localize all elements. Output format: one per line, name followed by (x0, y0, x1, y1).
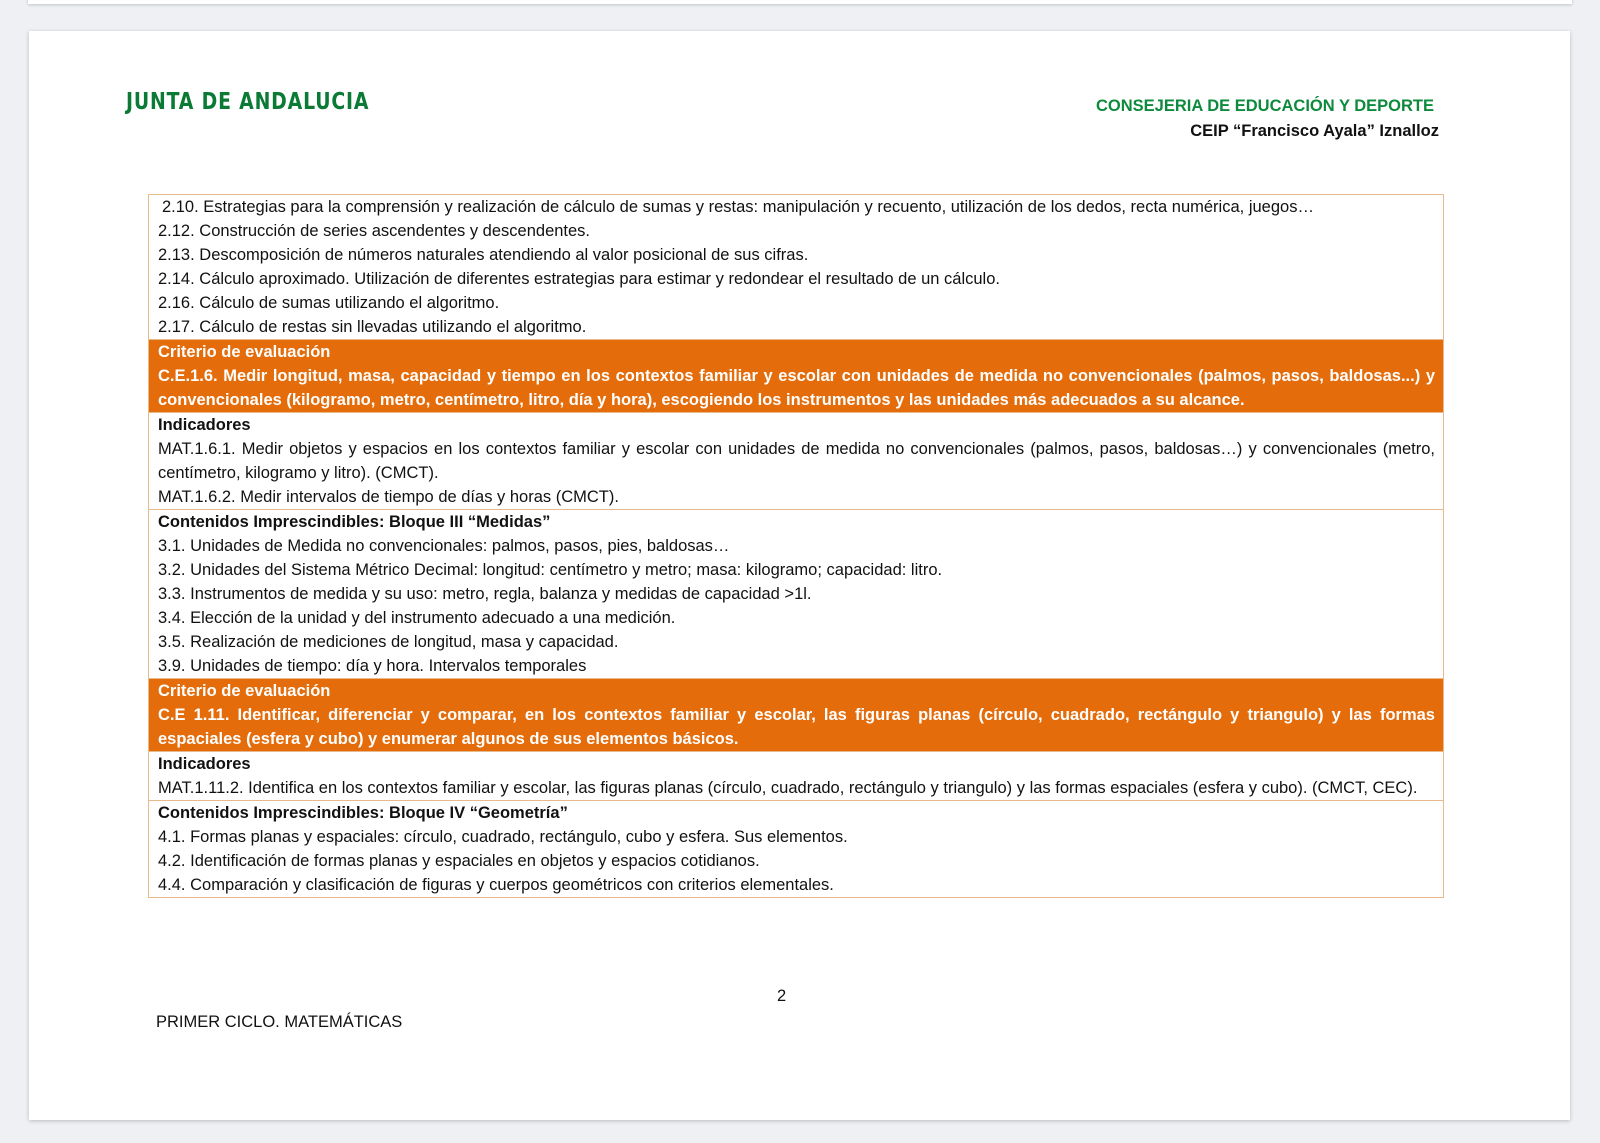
indicadores-label: Indicadores (158, 416, 251, 434)
footer-label: PRIMER CICLO. MATEMÁTICAS (156, 1013, 403, 1031)
contenido-item: 4.1. Formas planas y espaciales: círculo, cuadrado, rectángulo, cubo y esfera. Sus elementos. (158, 828, 848, 846)
contenido-item: 2.12. Construcción de series ascendentes y descendentes. (158, 222, 591, 240)
contenidos-title: Contenidos Imprescindibles: Bloque III “Medidas” (158, 513, 551, 531)
criterio-label: Criterio de evaluación (158, 682, 331, 700)
previous-page-edge (28, 0, 1572, 4)
indicadores-1-section (149, 412, 1443, 509)
school-name: CEIP “Francisco Ayala” Iznalloz (1190, 122, 1439, 140)
curriculum-table (148, 194, 1444, 898)
contenidos-title: Contenidos Imprescindibles: Bloque IV “Geometría” (158, 804, 568, 822)
contenidos-bloque-3-section (149, 509, 1443, 678)
contenidos-bloque-4-section (149, 800, 1443, 897)
criterio-label: Criterio de evaluación (158, 343, 331, 361)
contenido-item: 3.3. Instrumentos de medida y su uso: metro, regla, balanza y medidas de capacidad >1l. (158, 585, 812, 603)
contenido-item: 2.13. Descomposición de números naturales atendiendo al valor posicional de sus cifras. (158, 246, 809, 264)
document-page (29, 31, 1570, 1120)
contenido-item: 2.10. Estrategias para la comprensión y realización de cálculo de sumas y restas: manipulación y recuento, utilización de los dedos, recta numérica, juegos… (162, 198, 1314, 216)
indicador-item: MAT.1.6.1. Medir objetos y espacios en los contextos familiar y escolar con unidades de medida no convencionales (palmos, pasos, baldosas…) y convencionales (metro, centímetro, kilogramo y litro). (CMCT). (158, 440, 1435, 482)
indicadores-2-section (149, 751, 1443, 800)
consejeria-heading: CONSEJERIA DE EDUCACIÓN Y DEPORTE (1095, 97, 1434, 115)
contenido-item: 4.4. Comparación y clasificación de figuras y cuerpos geométricos con criterios elementales. (158, 876, 834, 894)
contenido-item: 4.2. Identificación de formas planas y espaciales en objetos y espacios cotidianos. (158, 852, 760, 870)
junta-andalucia-logo: JUNTA DE ANDALUCIA (126, 89, 370, 115)
contenidos-bloque-2-section (149, 195, 1443, 339)
contenido-item: 3.5. Realización de mediciones de longitud, masa y capacidad. (158, 633, 619, 651)
contenido-item: 2.17. Cálculo de restas sin llevadas utilizando el algoritmo. (158, 318, 587, 336)
contenido-item: 3.2. Unidades del Sistema Métrico Decimal: longitud: centímetro y metro; masa: kilogramo; capacidad: litro. (158, 561, 943, 579)
contenido-item: 2.16. Cálculo de sumas utilizando el algoritmo. (158, 294, 500, 312)
page-number: 2 (777, 987, 787, 1005)
indicador-item: MAT.1.11.2. Identifica en los contextos familiar y escolar, las figuras planas (círculo, cuadrado, rectángulo y triangulo) y las formas espaciales (esfera y cubo). (CMCT, CEC). (158, 779, 1418, 797)
contenido-item: 2.14. Cálculo aproximado. Utilización de diferentes estrategias para estimar y redondear el resultado de un cálculo. (158, 270, 1000, 288)
contenido-item: 3.9. Unidades de tiempo: día y hora. Intervalos temporales (158, 657, 587, 675)
indicadores-label: Indicadores (158, 755, 251, 773)
criterio-evaluacion-2-section (149, 678, 1443, 751)
contenido-item: 3.4. Elección de la unidad y del instrumento adecuado a una medición. (158, 609, 676, 627)
contenido-item: 3.1. Unidades de Medida no convencionales: palmos, pasos, pies, baldosas… (158, 537, 730, 555)
indicador-item: MAT.1.6.2. Medir intervalos de tiempo de días y horas (CMCT). (158, 488, 619, 506)
criterio-text: C.E.1.6. Medir longitud, masa, capacidad y tiempo en los contextos familiar y escolar con unidades de medida no convencionales (palmos, pasos, baldosas...) y convencionales (kilogramo, metro, centímetro, litro, día y hora), escogiendo los instrumentos y las unidades más adecuados a su alcance. (158, 367, 1435, 409)
criterio-text: C.E 1.11. Identificar, diferenciar y comparar, en los contextos familiar y escolar, las figuras planas (círculo, cuadrado, rectángulo y triangulo) y las formas espaciales (esfera y cubo) y enumerar algunos de sus elementos básicos. (158, 706, 1435, 748)
criterio-evaluacion-1-section (149, 339, 1443, 412)
